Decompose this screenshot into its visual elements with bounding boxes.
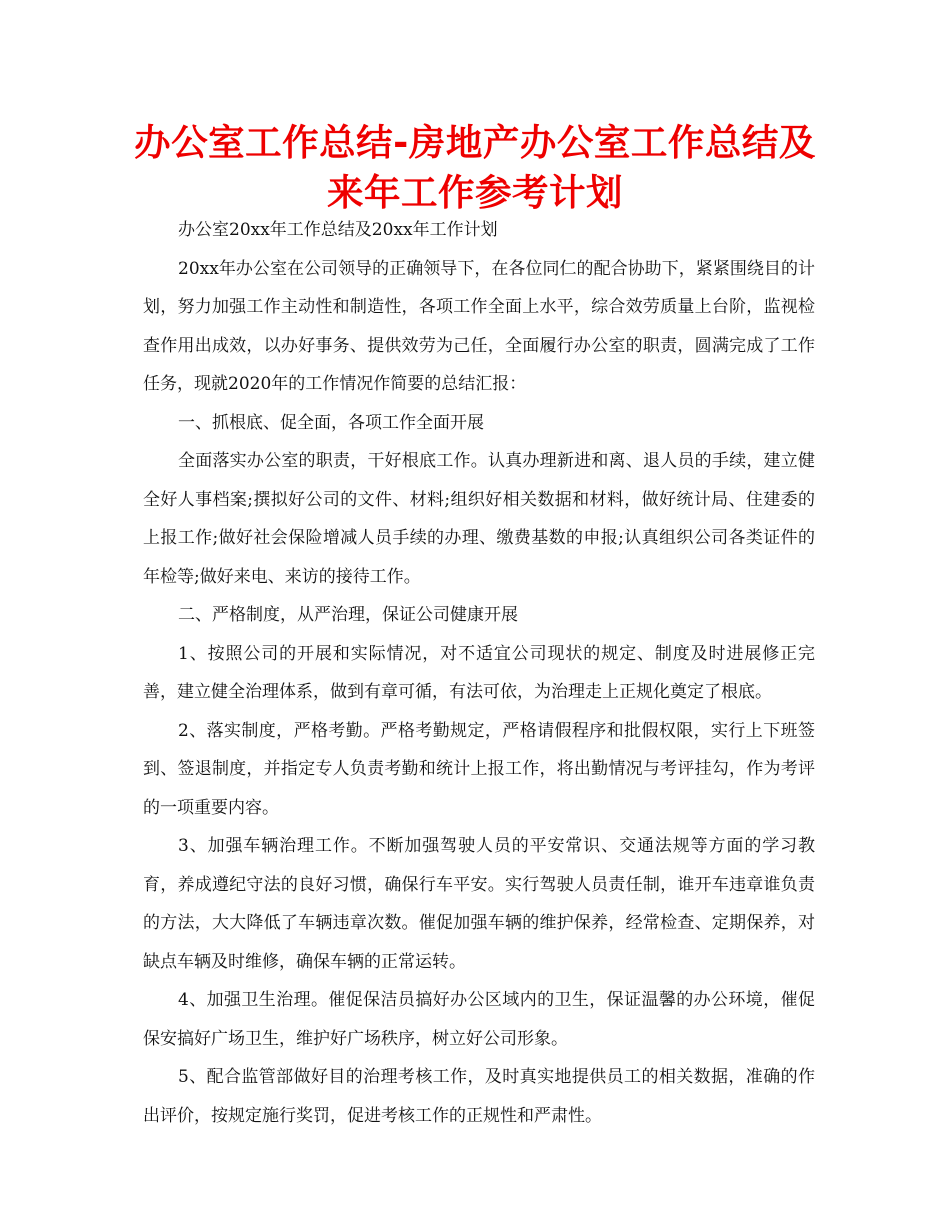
document-title: 办公室工作总结-房地产办公室工作总结及来年工作参考计划 [134, 121, 816, 214]
paragraph-intro: 20xx年办公室在公司领导的正确领导下，在各位同仁的配合协助下，紧紧围绕目的计划，努力加强工作主动性和制造性，各项工作全面上水平，综合效劳质量上台阶，监视检查作用出成效，以办好事务、提供效劳为己任，全面履行办公室的职责，圆满完成了工作任务，现就2020年的工作情况作简要的总结汇报： [143, 258, 815, 394]
section-heading-1: 一、抓根底、促全面，各项工作全面开展 [178, 412, 484, 433]
list-item-5: 5、配合监管部做好目的治理考核工作，及时真实地提供员工的相关数据，准确的作出评价，按规定施行奖罚，促进考核工作的正规性和严肃性。 [143, 1067, 815, 1126]
document-body [143, 211, 815, 1135]
list-item-3: 3、加强车辆治理工作。不断加强驾驶人员的平安常识、交通法规等方面的学习教育，养成遵纪守法的良好习惯，确保行车平安。实行驾驶人员责任制，谁开车违章谁负责的方法，大大降低了车辆违章次数。催促加强车辆的维护保养，经常检查、定期保养，对缺点车辆及时维修，确保车辆的正常运转。 [143, 836, 815, 972]
list-item-1: 1、按照公司的开展和实际情况，对不适宜公司现状的规定、制度及时进展修正完善，建立健全治理体系，做到有章可循，有法可依，为治理走上正规化奠定了根底。 [143, 643, 815, 702]
section-heading-2: 二、严格制度，从严治理，保证公司健康开展 [178, 605, 518, 625]
list-item-2: 2、落实制度，严格考勤。严格考勤规定，严格请假程序和批假权限，实行上下班签到、签退制度，并指定专人负责考勤和统计上报工作，将出勤情况与考评挂勾，作为考评的一项重要内容。 [143, 720, 815, 818]
paragraph-subtitle: 办公室20xx年工作总结及20xx年工作计划 [178, 220, 498, 240]
paragraph-section-1: 全面落实办公室的职责，干好根底工作。认真办理新进和离、退人员的手续，建立健全好人事档案;撰拟好公司的文件、材料;组织好相关数据和材料，做好统计局、住建委的上报工作;做好社会保险增减人员手续的办理、缴费基数的申报;认真组织公司各类证件的年检等;做好来电、来访的接待工作。 [143, 451, 815, 587]
list-item-4: 4、加强卫生治理。催促保洁员搞好办公区域内的卫生，保证温馨的办公环境，催促保安搞好广场卫生，维护好广场秩序，树立好公司形象。 [143, 990, 815, 1049]
